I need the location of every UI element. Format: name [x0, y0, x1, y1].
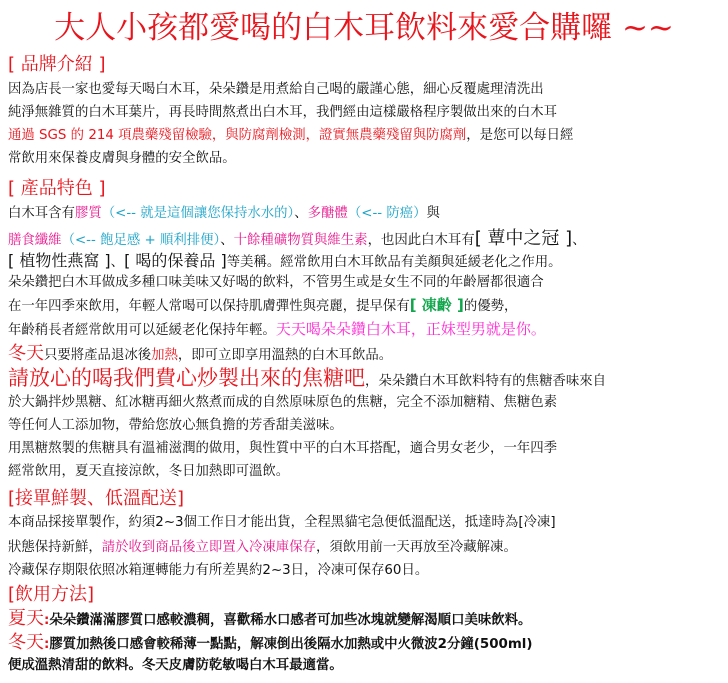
order-line-2 — [8, 537, 517, 559]
sgs-certification-text: 通過 SGS 的 214 項農藥殘留檢驗，與防腐劑檢測，證實無農藥殘留與防腐劑 — [8, 128, 467, 143]
winter-label: 冬天 — [8, 343, 44, 364]
text-span: 膠質加熱後口感會較稀薄一點點，解凍倒出後隔水加熱或中火微波2分鐘(500ml) — [49, 637, 533, 652]
caramel-headline: 請放心的喝我們費心炒製出來的焦糖吧 — [8, 366, 365, 390]
features-line-2 — [8, 228, 586, 252]
order-heading: [接單鮮製、低溫配送] — [8, 488, 185, 509]
text-span: 、 — [110, 255, 125, 270]
text-span: 白木耳含有 — [8, 206, 75, 221]
brand-line-3-rest: ，是您可以每日經 — [466, 128, 574, 143]
usage-line-3: 便成溫熱清甜的飲料。冬天皮膚防乾敏喝白木耳最適當。 — [8, 658, 343, 673]
slogan: 天天喝朵朵鑽白木耳，正妹型男就是你。 — [275, 320, 546, 338]
brand-line-1: 因為店長一家也愛每天喝白木耳，朵朵鑽是用煮給自己喝的嚴謹心態，細心反覆處理清洗出 — [8, 82, 544, 97]
brand-line-3 — [8, 125, 573, 147]
order-line-3: 冷藏保存期限依照冰箱運轉能力有所差異約2~3日，冷凍可保存60日。 — [8, 563, 429, 578]
text-span: 狀態保持新鮮， — [8, 540, 102, 555]
features-line-11: 用黑糖熬製的焦糖具有溫補滋潤的做用，與性質中平的白木耳搭配，適合男女老少，一年四季 — [8, 441, 558, 456]
usage-heading: [飲用方法] — [8, 584, 95, 605]
text-span: 、 — [572, 233, 586, 248]
collagen-note: （<-- 就是這個讓您保持水水的） — [101, 206, 295, 221]
fiber-note: （<-- 飽足感 + 順利排便） — [61, 233, 221, 248]
nickname-1: [ 蕈中之冠 ] — [474, 228, 573, 249]
text-span: 、 — [220, 233, 234, 248]
text-span: 等美稱。經常飲用白木耳飲品有美顏與延緩老化之作用。 — [226, 255, 562, 270]
minerals-term: 十餘種礦物質與維生素 — [233, 233, 368, 248]
brand-heading: [ 品牌介紹 ] — [8, 54, 106, 75]
features-line-9: 於大鍋拌炒黑糖、紅冰糖再細火熬煮而成的自然原味原色的焦糖，完全不添加糖精、焦糖色素 — [8, 395, 558, 410]
text-span: 與 — [426, 206, 440, 221]
text-span: ，須飲用前一天再放至冷藏解凍。 — [315, 540, 517, 555]
polysaccharide-note: （<-- 防癌） — [347, 206, 427, 221]
features-line-8 — [8, 367, 606, 393]
page-title: 大人小孩都愛喝的白木耳飲料來愛合購囉 ~~ — [54, 10, 674, 46]
nickname-2: [ 植物性燕窩 ] — [8, 251, 111, 270]
nickname-3: [ 喝的保養品 ] — [124, 251, 227, 270]
features-line-7 — [8, 343, 392, 367]
heat-term: 加熱 — [151, 348, 178, 363]
usage-line-2 — [8, 632, 533, 656]
text-span: 的優勢， — [463, 299, 518, 314]
text-span: ，朵朵鑽白木耳飲料特有的焦糖香味來自 — [365, 374, 607, 389]
text-span: 在一年四季來飲用，年輕人常喝可以保持肌膚彈性與亮麗，提早保有 — [8, 299, 410, 314]
usage-line-1 — [8, 608, 531, 632]
fiber-term: 膳食纖維 — [8, 233, 62, 248]
text-span: : — [44, 637, 50, 652]
text-span: ，即可立即享用溫熱的白木耳飲品。 — [177, 348, 393, 363]
features-line-12: 經常飲用，夏天直接涼飲，冬日加熱即可溫飲。 — [8, 464, 290, 479]
summer-label: 夏天 — [8, 608, 44, 629]
features-line-1 — [8, 203, 440, 225]
features-line-6 — [8, 318, 546, 342]
text-span: 、 — [294, 206, 308, 221]
features-line-10: 等任何人工添加物，帶給您放心無負擔的芳香甜美滋味。 — [8, 418, 343, 433]
brand-line-2: 純淨無雜質的白木耳葉片，再長時間熬煮出白木耳，我們經由這樣嚴格程序製做出來的白木耳 — [8, 105, 558, 120]
text-span: 只要將產品退冰後 — [44, 348, 152, 363]
features-heading: [ 產品特色 ] — [8, 178, 106, 199]
winter-usage-label: 冬天 — [8, 632, 44, 653]
order-line-1: 本商品採接單製作，約須2~3個工作日才能出貨，全程黑貓宅急便低溫配送，抵達時為[冷凍] — [8, 515, 556, 530]
text-span: ，也因此白木耳有 — [367, 233, 475, 248]
collagen-term: 膠質 — [74, 206, 102, 221]
freezer-instruction: 請於收到商品後立即置入冷凍庫保存 — [101, 540, 316, 555]
anti-aging-term: [ 凍齡 ] — [409, 296, 464, 314]
text-span: 年齡稍長者經常飲用可以延緩老化保持年輕。 — [8, 323, 276, 338]
brand-line-4: 常飲用來保養皮膚與身體的安全飲品。 — [8, 151, 236, 166]
text-span: : — [44, 613, 50, 628]
features-line-3 — [8, 250, 562, 274]
features-line-4: 朵朵鑽把白木耳做成多種口味美味又好喝的飲料，不管男生或是女生不同的年齡層都很適合 — [8, 275, 544, 290]
features-line-5 — [8, 294, 517, 318]
polysaccharide-term: 多醣體 — [307, 206, 348, 221]
text-span: 朵朵鑽滿滿膠質口感較濃稠，喜歡稀水口感者可加些冰塊就變解渴順口美味飲料。 — [49, 613, 532, 628]
